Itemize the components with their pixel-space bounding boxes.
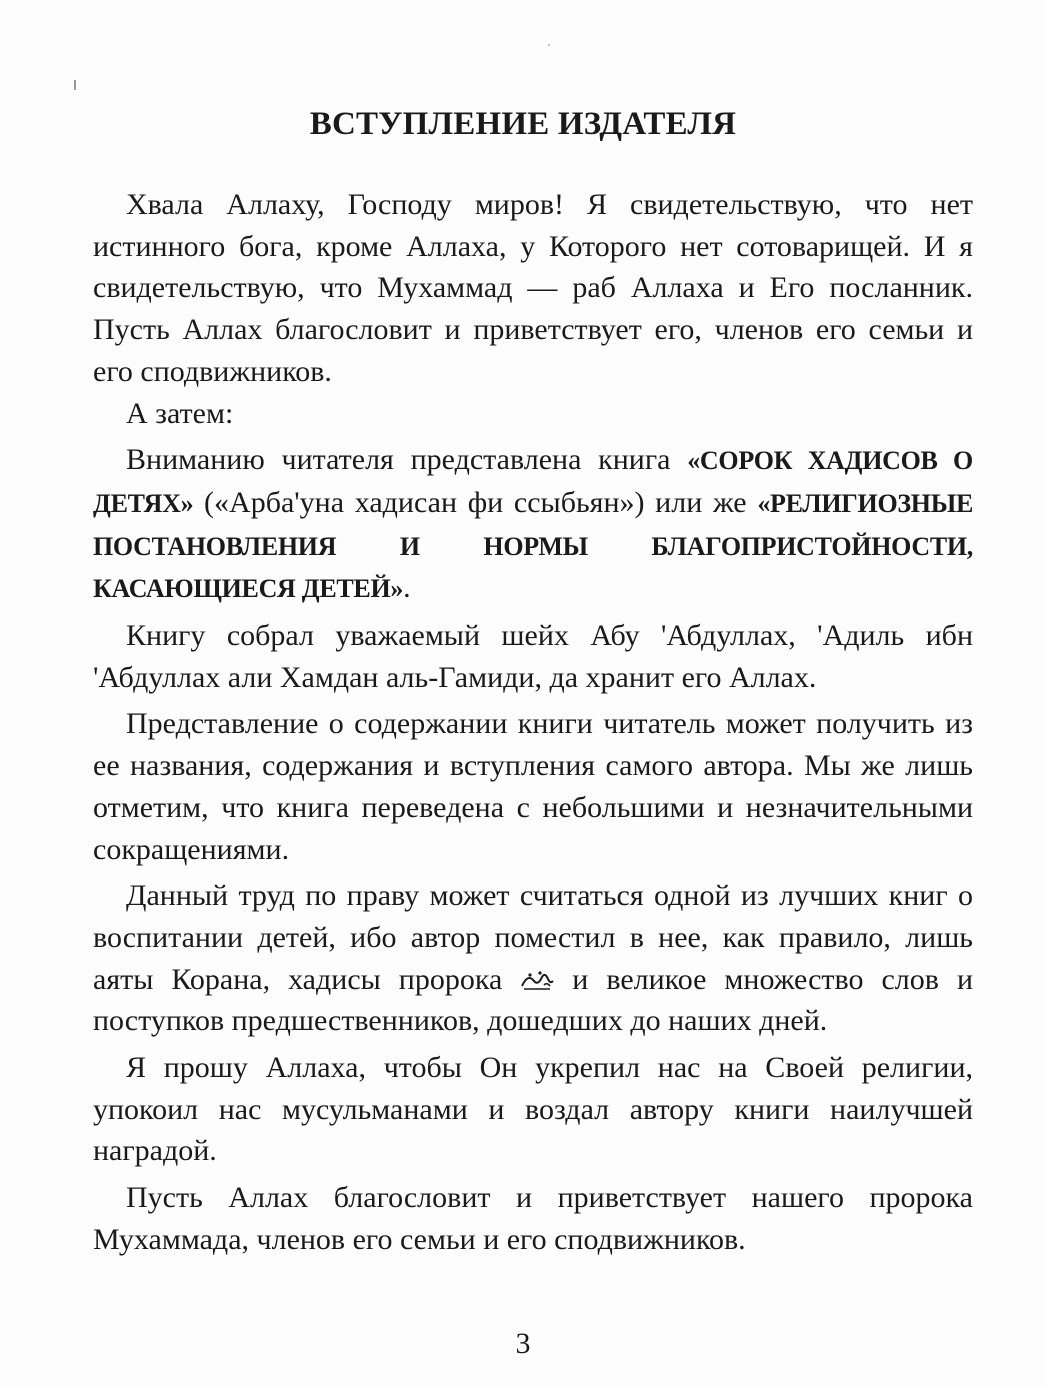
merit-text: Данный труд по праву может считаться одной из лучших книг о воспитании детей, ибо автор поместил в нее, как правило, лишь аяты Корана, хадисы пророка (93, 879, 973, 996)
paragraph-supplication: Я прошу Аллаха, чтобы Он укрепил нас на Своей религии, упокоил нас мусульманами и воздал автору книги наилучшей наградой. (93, 1051, 973, 1168)
paragraph-book-intro (93, 439, 973, 610)
paragraph-merit (93, 875, 973, 1042)
page-title: ВСТУПЛЕНИЕ ИЗДАТЕЛЯ (309, 106, 737, 142)
book-intro-text: («Арба'уна хадисан фи ссыбьян») или же (193, 485, 758, 519)
page-number: 3 (515, 1327, 531, 1360)
salawat-calligraphy-icon (520, 969, 554, 991)
scan-speck (548, 44, 550, 46)
paragraph-then: А затем: (126, 396, 234, 430)
book-title-forty-hadith: «СОРОК ХАДИСОВ О ДЕТЯХ» (93, 446, 973, 518)
merit-text: и великое множество слов и поступков предшественников, дошедших до наших дней. (93, 962, 973, 1038)
paragraph-praise: Хвала Аллаху, Господу миров! Я свидетельствую, что нет истинного бога, кроме Аллаха, у Которого нет сотоварищей. И я свидетельствую, что Мухаммад — раб Аллаха и Его посланник. Пусть Аллах благословит и приветствует его, членов его семьи и его сподвижников. (93, 188, 973, 388)
body-text (93, 184, 973, 1261)
book-title-religious-rulings: «РЕЛИГИОЗНЫЕ ПОСТАНОВЛЕНИЯ И НОРМЫ БЛАГОПРИСТОЙНОСТИ, КАСАЮЩИЕСЯ ДЕТЕЙ» (93, 488, 973, 604)
book-intro-text: Вниманию читателя представлена книга (126, 443, 688, 477)
paragraph-blessing: Пусть Аллах благословит и приветствует нашего пророка Мухаммада, членов его семьи и его сподвижников. (93, 1181, 973, 1256)
book-intro-text: . (403, 571, 411, 605)
scan-speck (74, 80, 76, 90)
paragraph-compiler: Книгу собрал уважаемый шейх Абу 'Абдуллах, 'Адиль ибн 'Абдуллах али Хамдан аль-Гамиди, да хранит его Аллах. (93, 619, 973, 694)
paragraph-content: Представление о содержании книги читатель может получить из ее названия, содержания и вступления самого автора. Мы же лишь отметим, что книга переведена с небольшими и незначительными сокращениями. (93, 707, 973, 866)
